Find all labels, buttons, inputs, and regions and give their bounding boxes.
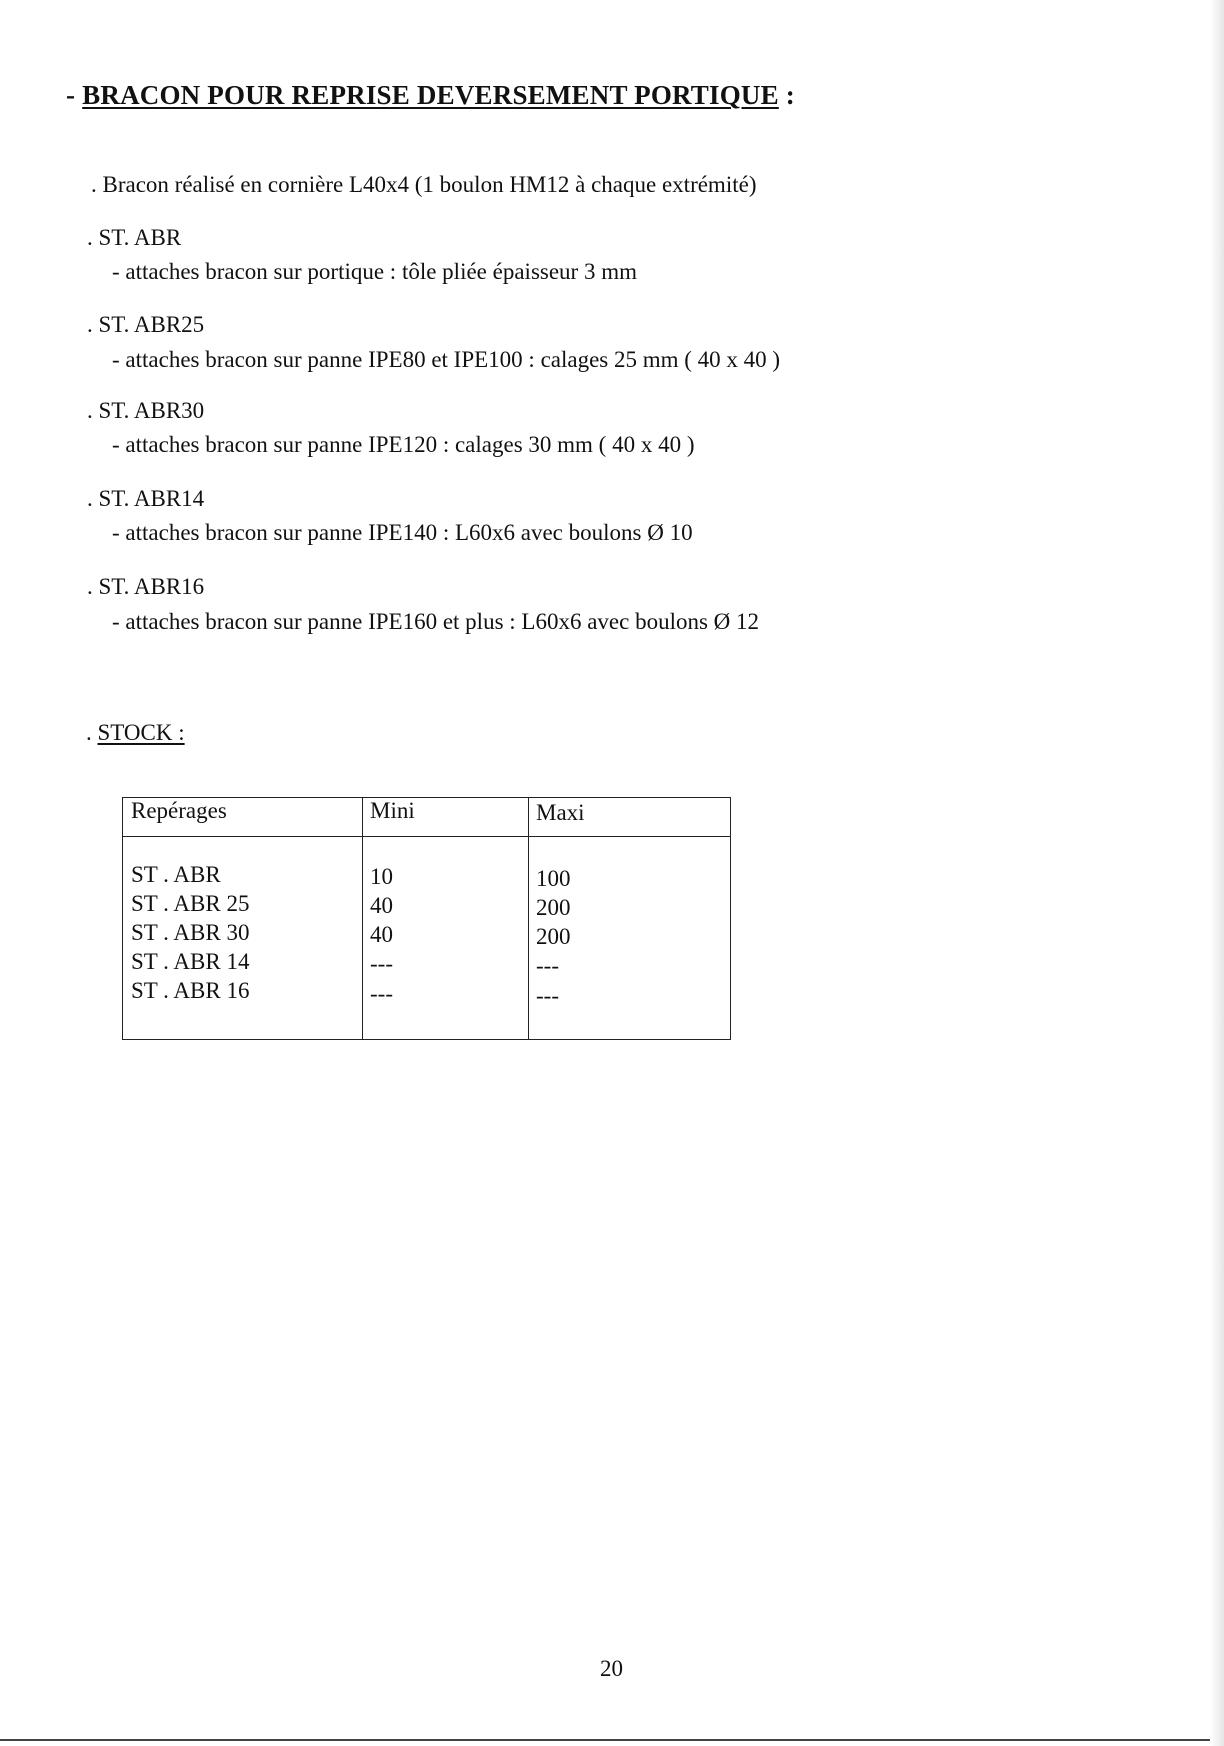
table-cell: ---: [536, 953, 559, 978]
page-number: 20: [600, 1656, 623, 1681]
intro-line: . Bracon réalisé en cornière L40x4 (1 boulon HM12 à chaque extrémité): [91, 172, 757, 197]
page-title: [66, 80, 795, 111]
column-mini: [362, 798, 528, 1039]
table-header-maxi: Maxi: [536, 800, 585, 825]
table-cell: ST . ABR: [131, 862, 221, 887]
table-cell: 200: [536, 924, 571, 949]
table-header-reperages: Repérages: [131, 798, 227, 823]
table-cell: 40: [370, 893, 393, 918]
scan-edge: [1210, 0, 1224, 1746]
table-cell: 10: [370, 864, 393, 889]
item-code: . ST. ABR16: [87, 574, 205, 599]
stock-label: STOCK :: [97, 720, 185, 745]
table-cell: ---: [370, 981, 393, 1006]
item-code: . ST. ABR30: [87, 398, 205, 423]
item-code: . ST. ABR25: [87, 312, 205, 337]
column-maxi: [528, 798, 732, 1039]
item-detail: - attaches bracon sur panne IPE80 et IPE100 : calages 25 mm ( 40 x 40 ): [112, 347, 781, 372]
item-code: . ST. ABR14: [87, 486, 205, 511]
table-header-mini: Mini: [370, 798, 415, 823]
title-suffix: :: [778, 80, 795, 110]
title-text: BRACON POUR REPRISE DEVERSEMENT PORTIQUE: [82, 80, 779, 110]
item-detail: - attaches bracon sur panne IPE140 : L60x6 avec boulons Ø 10: [112, 520, 693, 545]
table-cell: 40: [370, 922, 393, 947]
table-cell: ---: [536, 983, 559, 1008]
stock-prefix: .: [86, 720, 98, 745]
table-cell: ST . ABR 14: [131, 949, 250, 974]
item-detail: - attaches bracon sur portique : tôle pliée épaisseur 3 mm: [112, 259, 637, 284]
item-detail: - attaches bracon sur panne IPE160 et plus : L60x6 avec boulons Ø 12: [112, 609, 760, 634]
item-code: . ST. ABR: [87, 225, 182, 250]
table-cell: ---: [370, 951, 393, 976]
table-cell: ST . ABR 30: [131, 920, 250, 945]
stock-heading: [86, 720, 185, 746]
title-prefix: -: [66, 80, 83, 110]
table-cell: ST . ABR 25: [131, 891, 250, 916]
table-cell: ST . ABR 16: [131, 978, 250, 1003]
table-cell: 100: [536, 866, 571, 891]
column-reperages: [123, 798, 362, 1039]
bottom-rule: [0, 1739, 1224, 1741]
item-detail: - attaches bracon sur panne IPE120 : calages 30 mm ( 40 x 40 ): [112, 432, 695, 457]
stock-table: [122, 797, 731, 1040]
table-cell: 200: [536, 895, 571, 920]
